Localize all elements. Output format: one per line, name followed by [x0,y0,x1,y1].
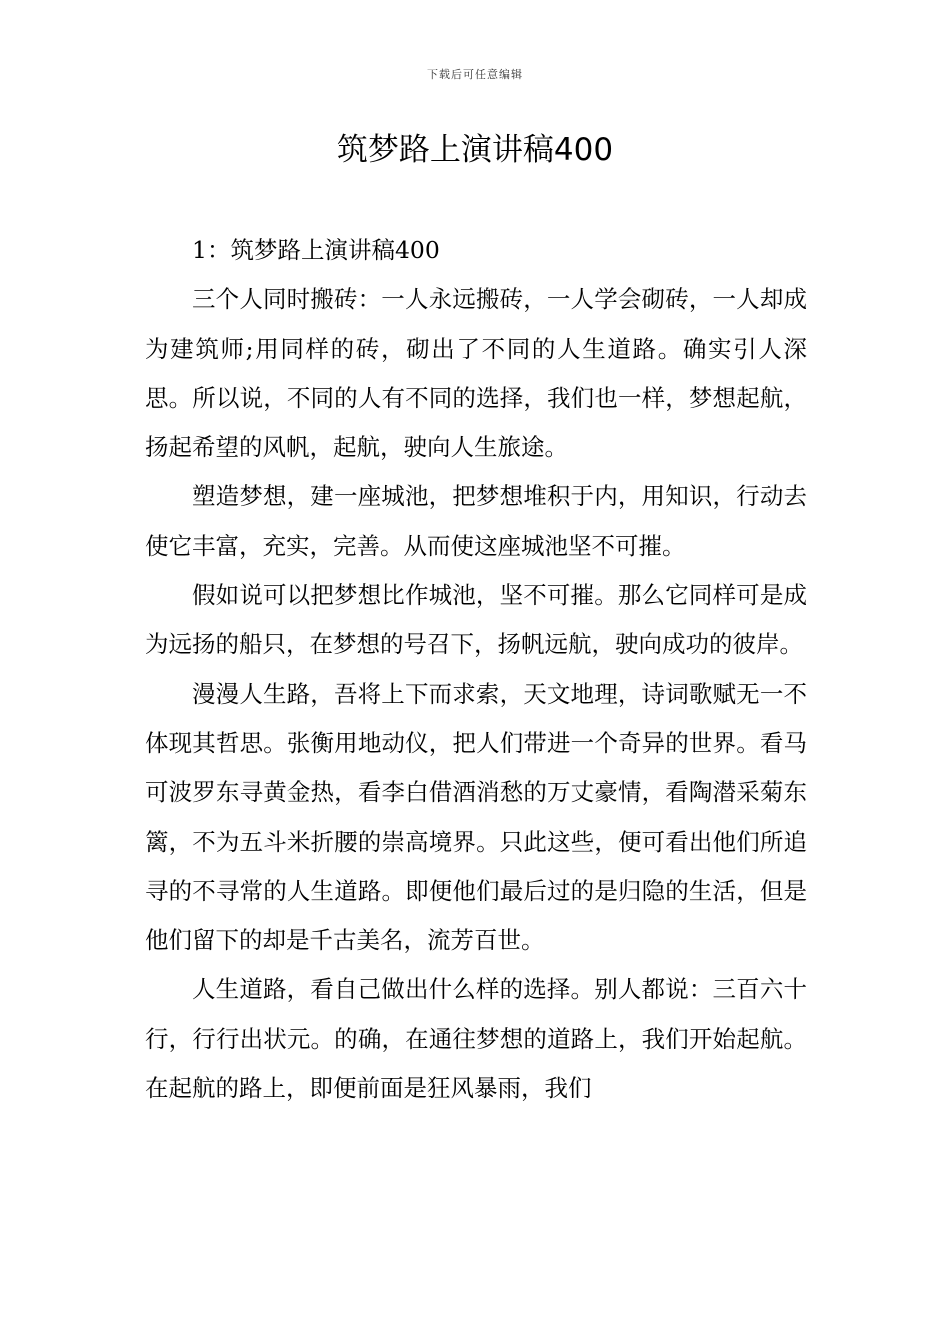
paragraph: 假如说可以把梦想比作城池，坚不可摧。那么它同样可是成为远扬的船只，在梦想的号召下，扬帆远航，驶向成功的彼岸。 [145,581,807,659]
paragraph-subtitle: 1：筑梦路上演讲稿400 [192,236,440,264]
document-title: 筑梦路上演讲稿400 [336,132,614,168]
paragraph: 三个人同时搬砖：一人永远搬砖，一人学会砌砖，一人却成为建筑师;用同样的砖，砌出了不同的人生道路。确实引人深思。所以说，不同的人有不同的选择，我们也一样，梦想起航，扬起希望的风帆，起航，驶向人生旅途。 [145,285,807,462]
header-note: 下载后可任意编辑 [427,68,523,81]
paragraph: 塑造梦想，建一座城池，把梦想堆积于内，用知识，行动去使它丰富，充实，完善。从而使这座城池坚不可摧。 [145,482,807,560]
document-body [145,226,807,1113]
paragraph: 人生道路，看自己做出什么样的选择。别人都说：三百六十行，行行出状元。的确，在通往梦想的道路上，我们开始起航。在起航的路上，即便前面是狂风暴雨，我们 [145,975,807,1103]
paragraph: 漫漫人生路，吾将上下而求索，天文地理，诗词歌赋无一不体现其哲思。张衡用地动仪，把人们带进一个奇异的世界。看马可波罗东寻黄金热，看李白借酒消愁的万丈豪情，看陶潜采菊东篱，不为五斗米折腰的崇高境界。只此这些，便可看出他们所追寻的不寻常的人生道路。即便他们最后过的是归隐的生活，但是他们留下的却是千古美名，流芳百世。 [145,679,807,955]
